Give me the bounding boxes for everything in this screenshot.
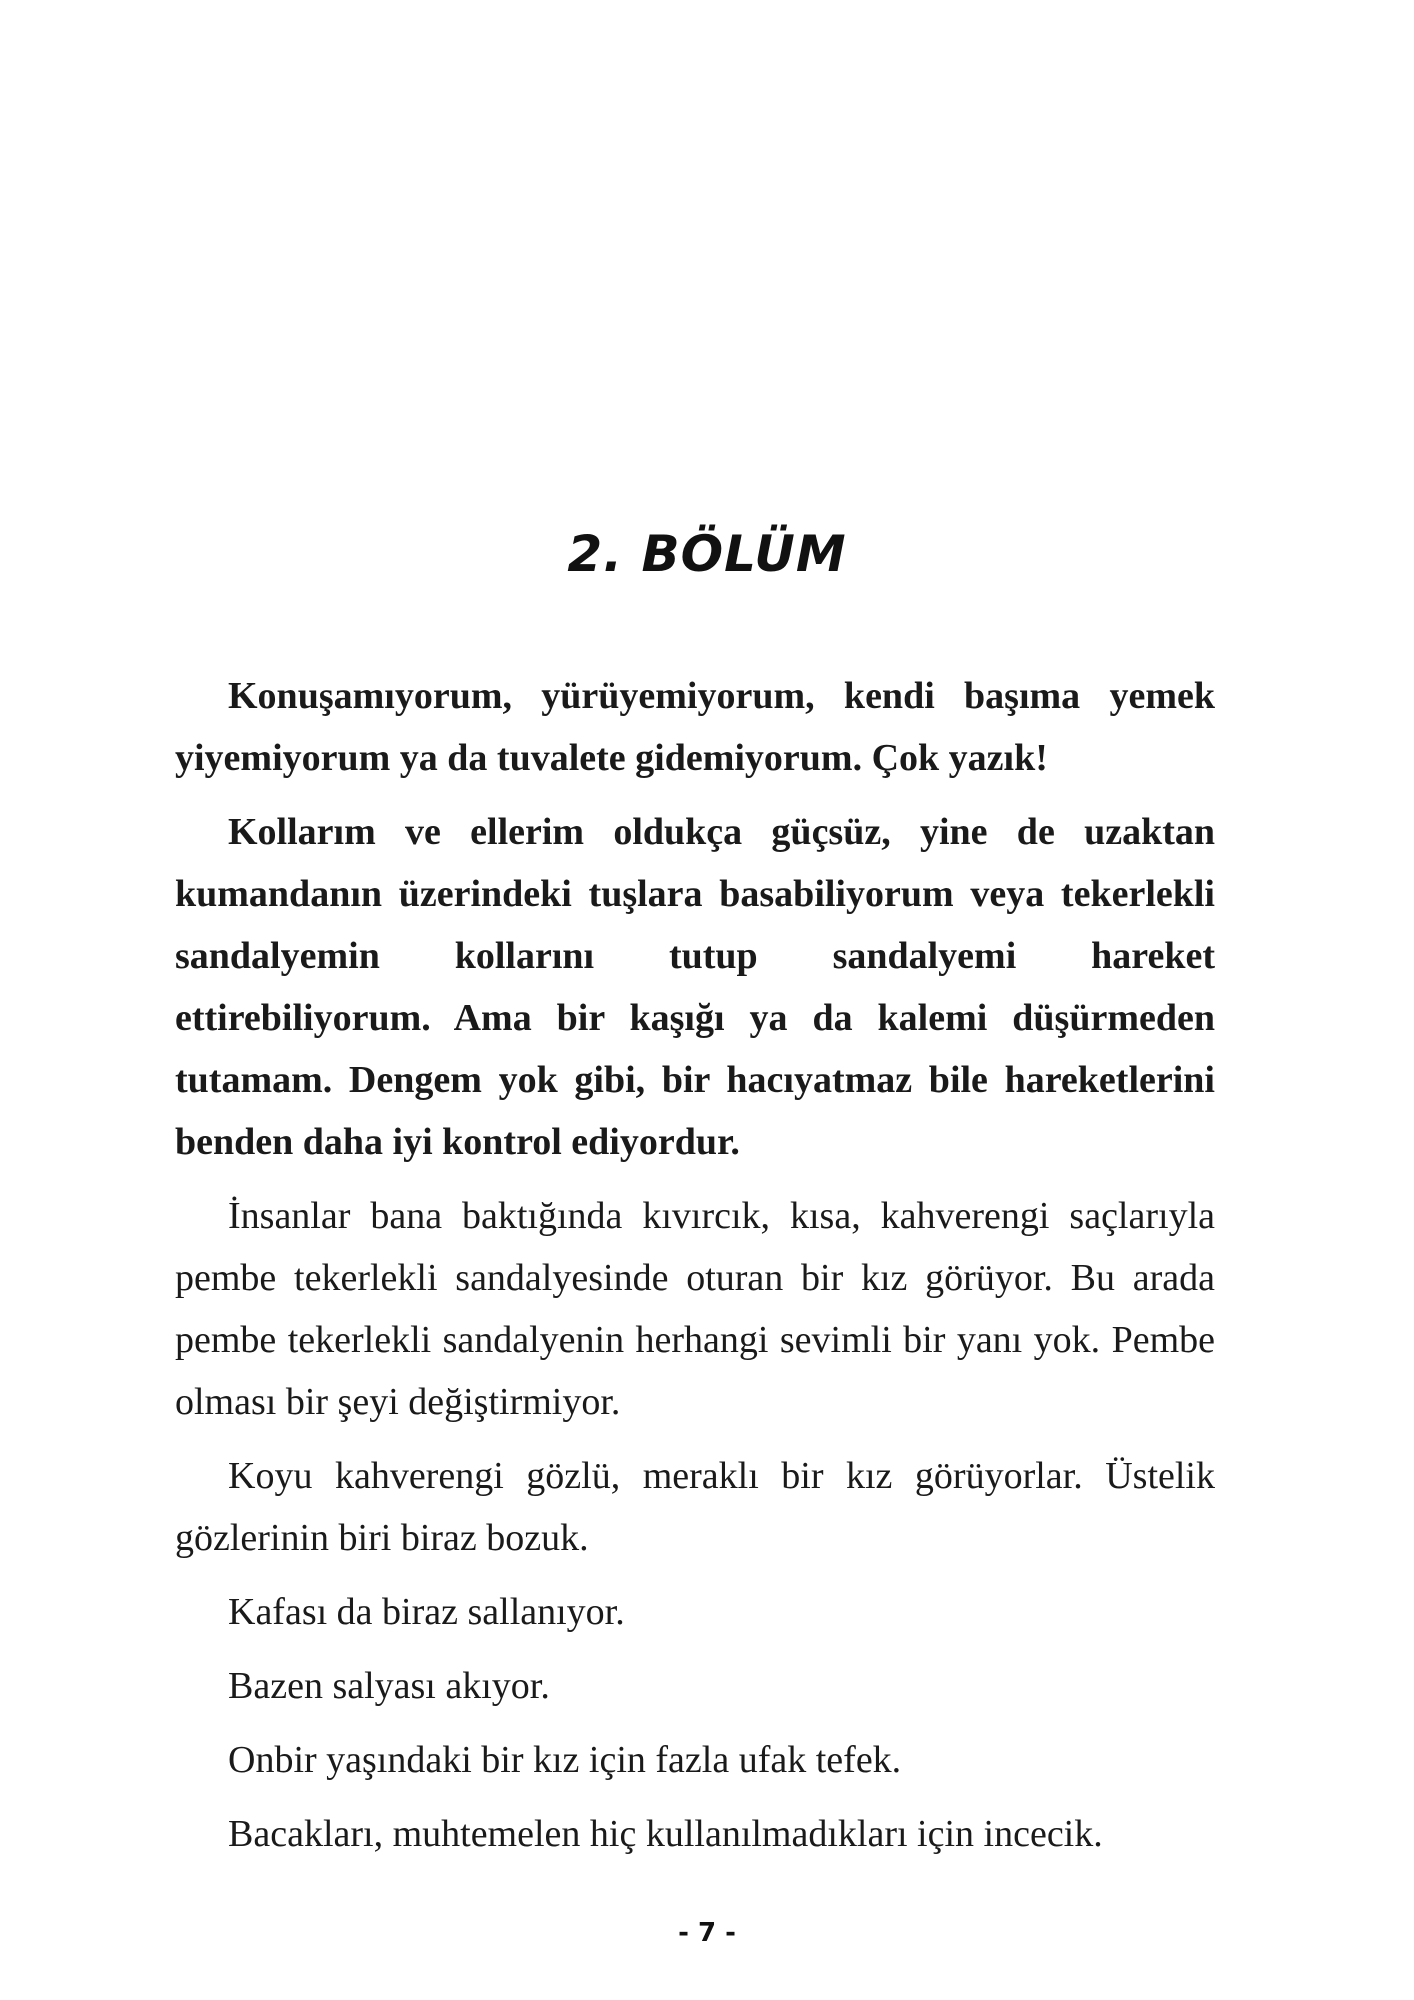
paragraph-2: Kollarım ve ellerim oldukça güçsüz, yine de uzaktan kumandanın üzerindeki tuşlara basabiliyorum veya tekerlekli sandalyemin kollarını tutup sandalyemi hareket ettirebiliyorum. Ama bir kaşığı ya da kalemi düşürmeden tutamam. Dengem yok gibi, bir hacıyatmaz bile hareketlerini benden daha iyi kontrol ediyordur. bbox=[175, 811, 1215, 1163]
paragraph-5: Kafası da biraz sallanıyor. bbox=[228, 1591, 625, 1633]
paragraph-3: İnsanlar bana baktığında kıvırcık, kısa, kahverengi saçlarıyla pembe tekerlekli sandalyesinde oturan bir kız görüyor. Bu arada pembe tekerlekli sandalyenin herhangi sevimli bir yanı yok. Pembe olması bir şeyi değiştirmiyor. bbox=[175, 1195, 1215, 1423]
chapter-title: 2. BÖLÜM bbox=[567, 525, 847, 583]
page-number: - 7 - bbox=[678, 1918, 736, 1948]
paragraph-8: Bacakları, muhtemelen hiç kullanılmadıkları için incecik. bbox=[228, 1813, 1103, 1855]
paragraph-6: Bazen salyası akıyor. bbox=[228, 1665, 550, 1707]
paragraph-1: Konuşamıyorum, yürüyemiyorum, kendi başıma yemek yiyemiyorum ya da tuvalete gidemiyorum. Çok yazık! bbox=[175, 675, 1215, 779]
paragraph-7: Onbir yaşındaki bir kız için fazla ufak tefek. bbox=[228, 1739, 902, 1781]
body-text bbox=[175, 665, 1215, 1877]
paragraph-4: Koyu kahverengi gözlü, meraklı bir kız görüyorlar. Üstelik gözlerinin biri biraz bozuk. bbox=[175, 1455, 1215, 1559]
